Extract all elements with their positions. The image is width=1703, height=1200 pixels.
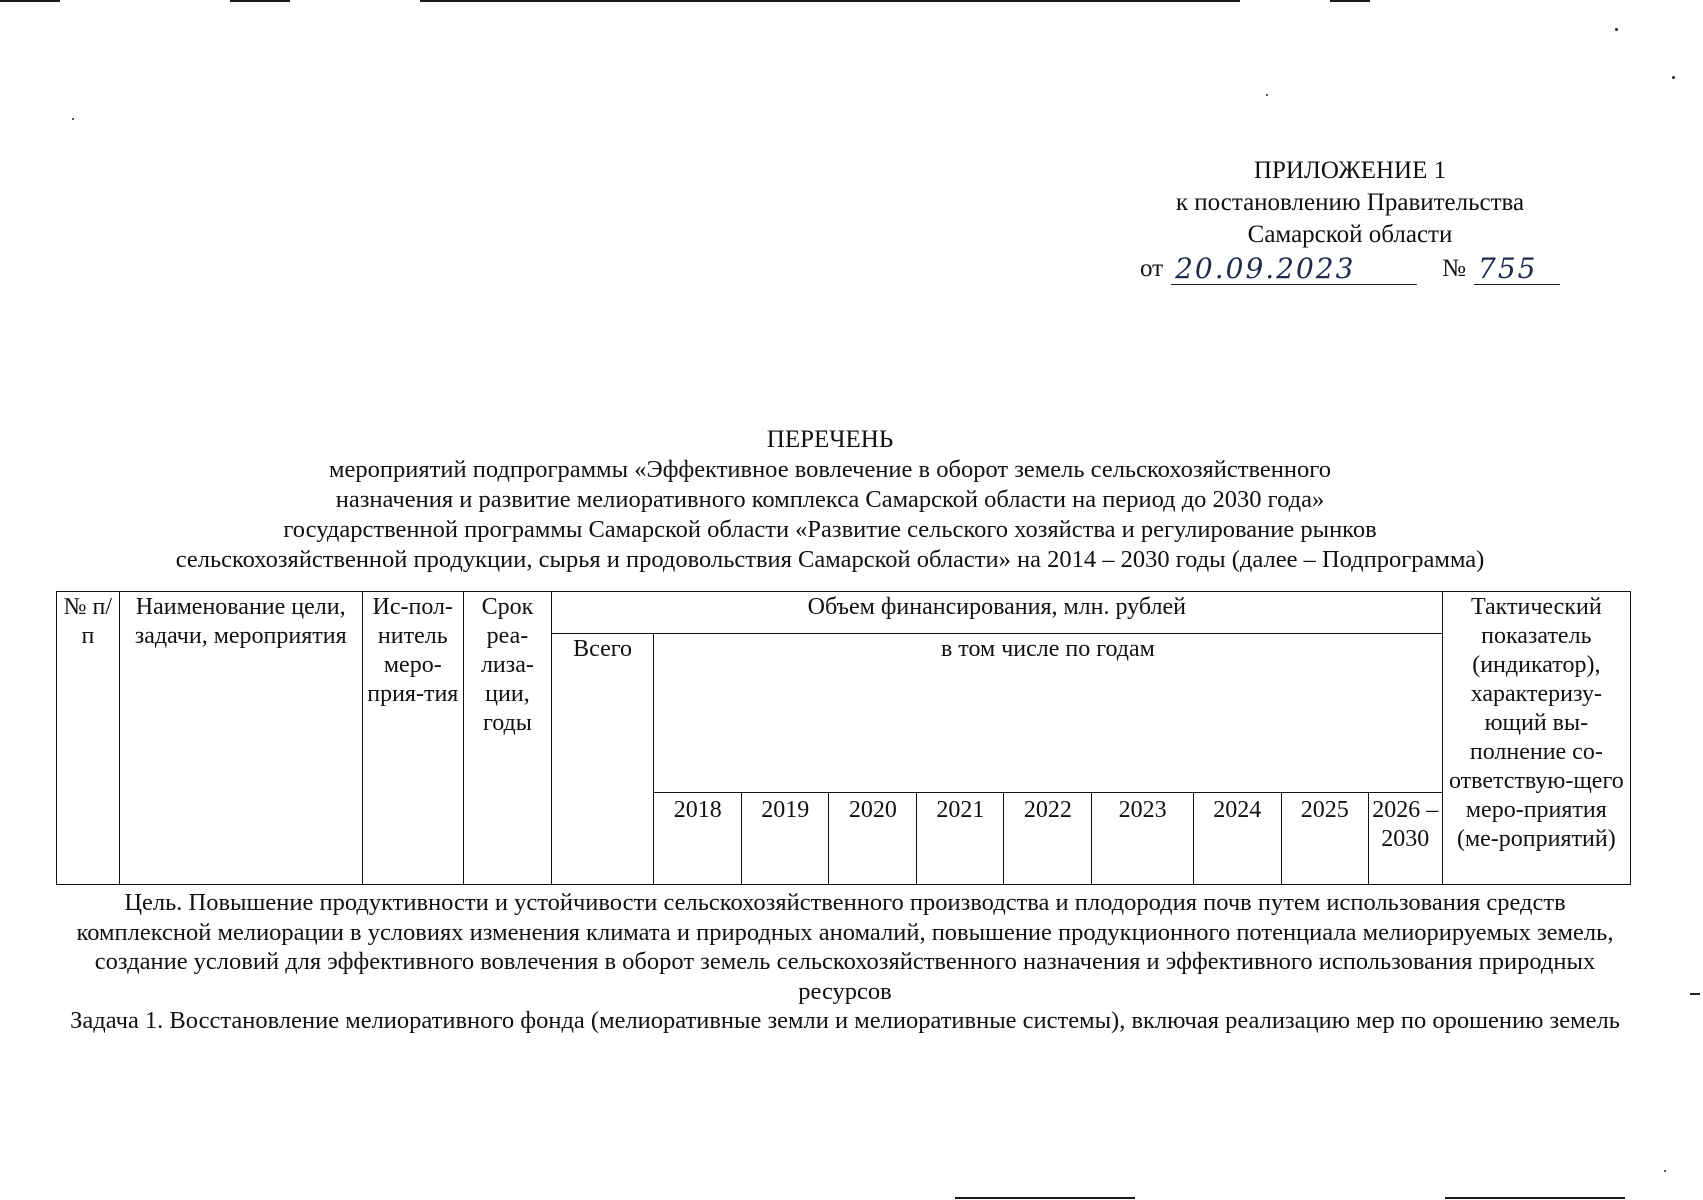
column-header-by-years: в том числе по годам <box>654 634 1443 793</box>
document-title: ПЕРЕЧЕНЬ <box>766 426 894 453</box>
year-header: 2019 <box>742 793 829 885</box>
document-title-block <box>40 425 1620 575</box>
column-header-term: Срок реа-лиза-ции, годы <box>463 592 551 885</box>
document-subtitle-line: мероприятий подпрограммы «Эффективное вовлечение в оборот земель сельскохозяйственного <box>329 456 1331 483</box>
column-header-number: № п/п <box>57 592 120 885</box>
scan-edge-line <box>955 1197 1135 1199</box>
appendix-header <box>1140 155 1560 285</box>
column-header-total: Всего <box>551 634 653 885</box>
scan-edge-line <box>420 0 1240 2</box>
column-header-name: Наименование цели, задачи, мероприятия <box>119 592 362 885</box>
task-text: Задача 1. Восстановление мелиоративного фонда (мелиоративные земли и мелиоративные системы), включая реализацию мер по орошению земель <box>70 1007 1620 1034</box>
appendix-date-line <box>1140 253 1560 285</box>
date-prefix: от <box>1140 255 1164 282</box>
appendix-title: ПРИЛОЖЕНИЕ 1 <box>1253 157 1447 184</box>
column-header-executor: Ис-пол-нитель меро-прия-тия <box>362 592 463 885</box>
scan-edge-line <box>0 0 60 2</box>
scan-speck <box>1690 993 1700 995</box>
year-header: 2025 <box>1281 793 1368 885</box>
document-subtitle-line: сельскохозяйственной продукции, сырья и продовольствия Самарской области» на 2014 – 2030 годы (далее – Подпрограмма) <box>175 546 1485 573</box>
year-header: 2023 <box>1092 793 1193 885</box>
year-header: 2022 <box>1004 793 1092 885</box>
handwritten-date: 20.09.2023 <box>1171 254 1417 285</box>
document-subtitle-line: назначения и развитие мелиоративного комплекса Самарской области на период до 2030 года» <box>335 486 1325 513</box>
scan-speck <box>1672 76 1675 79</box>
scan-speck <box>1266 94 1268 96</box>
scan-speck <box>1615 28 1618 31</box>
appendix-line-1: к постановлению Правительства <box>1175 189 1525 216</box>
column-header-indicator: Тактический показатель (индикатор), характеризу-ющий вы-полнение со-ответствую-щего меро-приятия (ме-роприятий) <box>1442 592 1630 885</box>
goal-task-section <box>60 888 1630 1036</box>
year-header: 2020 <box>829 793 917 885</box>
scan-edge-line <box>1330 0 1370 2</box>
document-subtitle-line: государственной программы Самарской области «Развитие сельского хозяйства и регулирование рынков <box>283 516 1377 543</box>
column-header-funding: Объем финансирования, млн. рублей <box>551 592 1442 634</box>
appendix-line-2: Самарской области <box>1247 221 1453 248</box>
year-header: 2024 <box>1193 793 1281 885</box>
scan-edge-line <box>230 0 290 2</box>
number-prefix: № <box>1442 255 1466 282</box>
scan-edge-line <box>1445 1197 1625 1199</box>
year-header: 2026 – 2030 <box>1368 793 1442 885</box>
year-header: 2021 <box>917 793 1004 885</box>
scan-speck <box>1664 1170 1666 1172</box>
scan-speck <box>72 118 74 120</box>
goal-text: Цель. Повышение продуктивности и устойчивости сельскохозяйственного производства и плодородия почв путем использования средств комплексной мелиорации в условиях изменения климата и природных аномалий, повышение продукционного потенциала мелиорируемых земель, создание условий для эффективного вовлечения в оборот земель сельскохозяйственного назначения и эффективного использования природных ресурсов <box>76 889 1614 1005</box>
measures-table-header <box>56 591 1631 885</box>
year-header: 2018 <box>654 793 742 885</box>
handwritten-number: 755 <box>1474 254 1560 285</box>
